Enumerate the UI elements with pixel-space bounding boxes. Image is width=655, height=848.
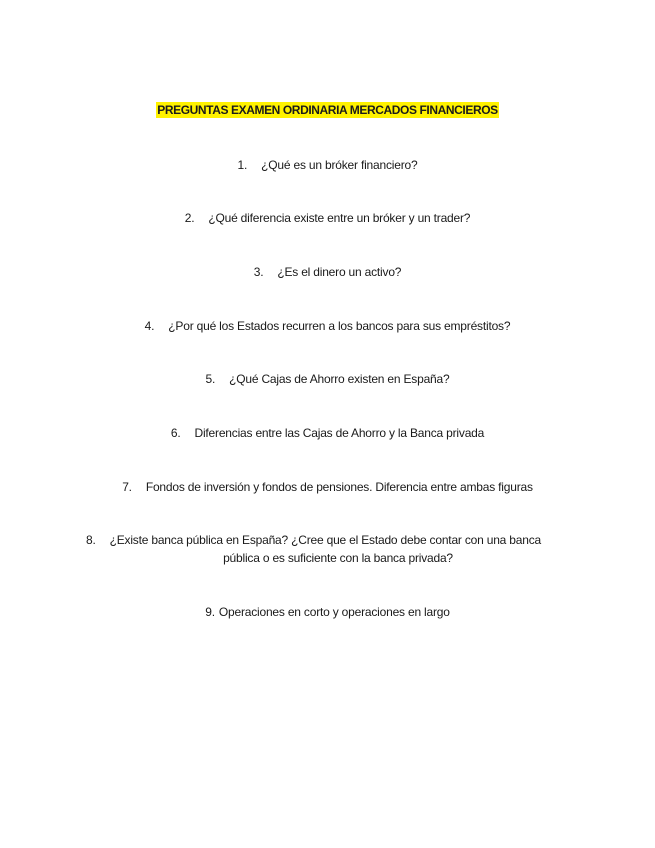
question-number: 9. (205, 605, 215, 619)
question-number: 3. (253, 265, 264, 279)
title-highlight: PREGUNTAS EXAMEN ORDINARIA MERCADOS FINANCIEROS (157, 103, 498, 117)
question-7 (0, 478, 655, 496)
question-number: 8. (86, 533, 96, 547)
question-number: 2. (184, 211, 195, 225)
question-3 (0, 263, 655, 281)
question-1 (0, 156, 655, 174)
question-text-line2: pública o es suficiente con la banca privada? (223, 551, 453, 565)
question-text: ¿Qué diferencia existe entre un bróker y un trader? (208, 211, 471, 225)
question-number: 7. (122, 480, 132, 494)
question-6 (0, 424, 655, 442)
document-title (0, 103, 655, 117)
question-2 (0, 209, 655, 227)
question-text-line1: 8. ¿Existe banca pública en España? ¿Cree que el Estado debe contar con una banca (86, 533, 541, 547)
question-8 (86, 531, 570, 567)
question-9 (0, 603, 655, 621)
question-4 (0, 317, 655, 335)
question-text: ¿Por qué los Estados recurren a los bancos para sus empréstitos? (168, 319, 511, 333)
question-text: ¿Qué es un bróker financiero? (261, 158, 418, 172)
question-text: ¿Es el dinero un activo? (277, 265, 402, 279)
question-number: 5. (205, 372, 216, 386)
question-5 (0, 370, 655, 388)
question-text: Operaciones en corto y operaciones en largo (218, 605, 450, 619)
question-text: Fondos de inversión y fondos de pensiones. Diferencia entre ambas figuras (145, 480, 533, 494)
question-text: ¿Qué Cajas de Ahorro existen en España? (229, 372, 450, 386)
question-number: 4. (144, 319, 155, 333)
question-number: 1. (237, 158, 248, 172)
question-text: Diferencias entre las Cajas de Ahorro y la Banca privada (194, 426, 485, 440)
question-number: 6. (170, 426, 181, 440)
